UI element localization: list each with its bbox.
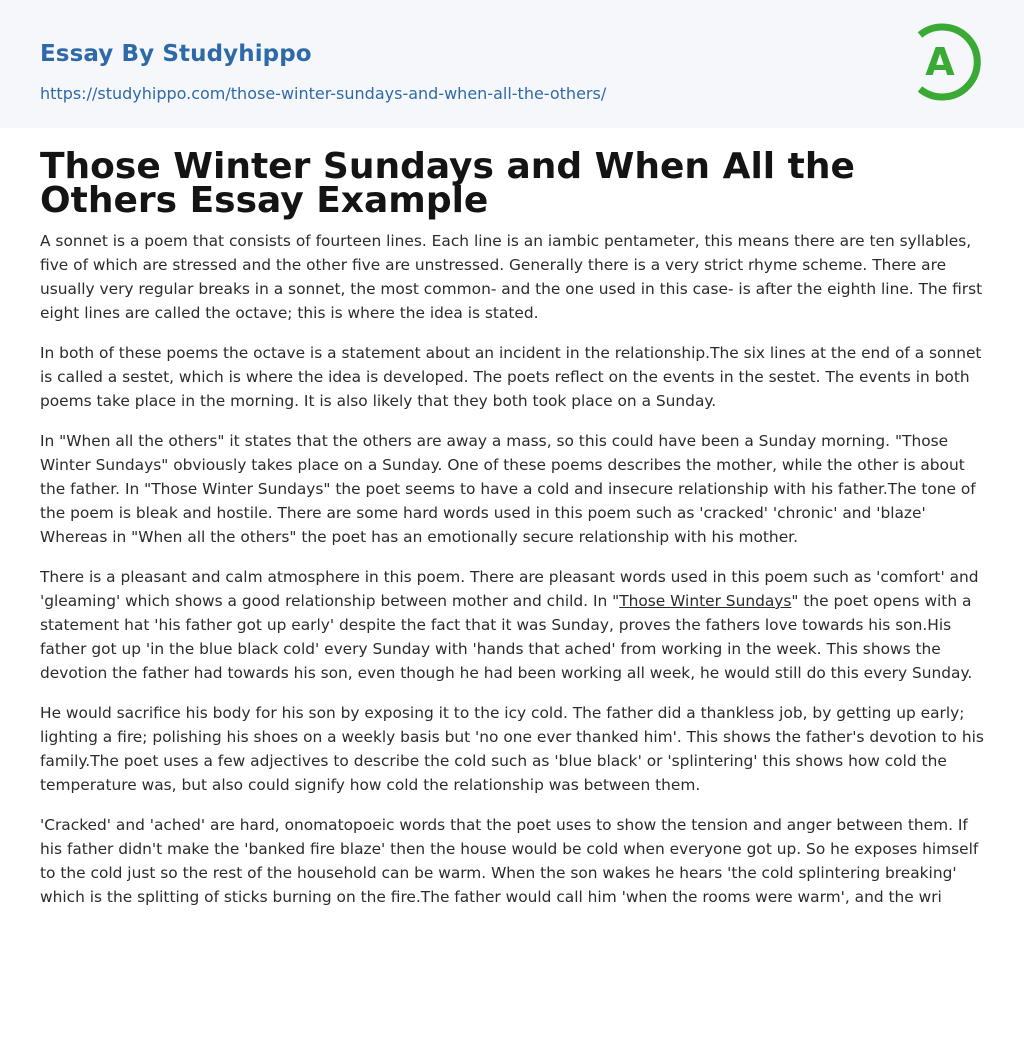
studyhippo-logo-icon[interactable] (912, 19, 986, 105)
paragraph-2: In both of these poems the octave is a statement about an incident in the relationship.The six lines at the end of a sonnet is called a sestet, which is where the idea is developed. The poets reflect on the events in the sestet. The events in both poems take place in the morning. It is also likely that they both took place on a Sunday. (40, 344, 982, 410)
paragraph-6: 'Cracked' and 'ached' are hard, onomatopoeic words that the poet uses to show the tension and anger between them. If his father didn't make the 'banked fire blaze' then the house would be cold when everyone got up. So he exposes himself to the cold just so the rest of the household can be warm. When the son wakes he hears 'the cold splintering breaking' which is the splitting of sticks burning on the fire.The father would call him 'when the rooms were warm', and the wri (40, 816, 979, 906)
source-url-link[interactable]: https://studyhippo.com/those-winter-sundays-and-when-all-the-others/ (40, 84, 607, 103)
those-winter-sundays-link[interactable]: Those Winter Sundays (619, 592, 792, 610)
paragraph-5: He would sacrifice his body for his son by exposing it to the icy cold. The father did a thankless job, by getting up early; lighting a fire; polishing his shoes on a weekly basis but 'no one ever thanked him'. This shows the father's devotion to his family.The poet uses a few adjectives to describe the cold such as 'blue black' or 'splintering' this shows how cold the temperature was, but also could signify how cold the relationship was between them. (40, 704, 984, 794)
essay-title: Those Winter Sundays and When All the Others Essay Example (40, 146, 855, 221)
site-brand[interactable]: Essay By Studyhippo (40, 41, 312, 67)
paragraph-1: A sonnet is a poem that consists of fourteen lines. Each line is an iambic pentameter, this means there are ten syllables, five of which are stressed and the other five are unstressed. Generally there is a very strict rhyme scheme. There are usually very regular breaks in a sonnet, the most common- and the one used in this case- is after the eighth line. The first eight lines are called the octave; this is where the idea is stated. (40, 232, 983, 322)
paragraph-4 (40, 565, 988, 685)
site-header (0, 0, 1024, 128)
logo-letter: A (925, 40, 955, 84)
paragraph-4-text-before: There is a pleasant and calm atmosphere in this poem. There are pleasant words used in this poem such as 'comfort' and 'gleaming' which shows a good relationship between mother and child. In " (40, 568, 979, 610)
essay-body (40, 229, 988, 925)
paragraph-3: In "When all the others" it states that the others are away a mass, so this could have been a Sunday morning. "Those Winter Sundays" obviously takes place on a Sunday. One of these poems describes the mother, while the other is about the father. In "Those Winter Sundays" the poet seems to have a cold and insecure relationship with his father.The tone of the poem is bleak and hostile. There are some hard words used in this poem such as 'cracked' 'chronic' and 'blaze' Whereas in "When all the others" the poet has an emotionally secure relationship with his mother. (40, 432, 976, 546)
paragraph-4-text-after: " the poet opens with a statement hat 'his father got up early' despite the fact that it was Sunday, proves the fathers love towards his son.His father got up 'in the blue black cold' every Sunday with 'hands that ached' from working in the week. This shows the devotion the father had towards his son, even though he had been working all week, he would still do this every Sunday. (40, 592, 973, 682)
